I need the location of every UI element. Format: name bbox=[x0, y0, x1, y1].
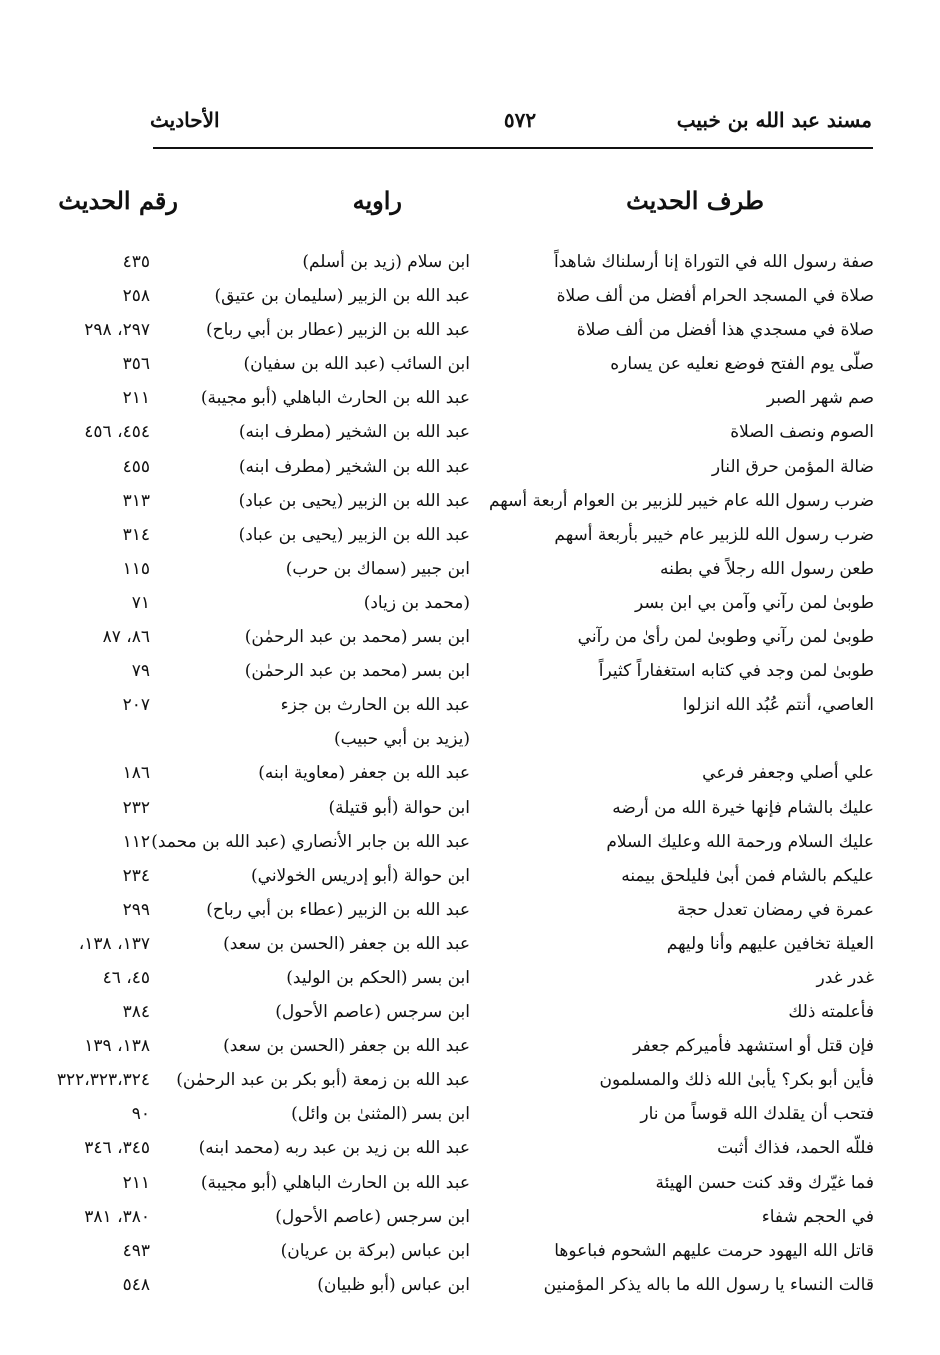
narrator-cell: ابن حوالة (أبو إدريس الخولاني) bbox=[251, 865, 470, 886]
narrator-cell: ابن بسر (محمد بن عبد الرحمٰن) bbox=[244, 627, 470, 648]
number-cell: ٢٩٩ bbox=[122, 899, 150, 920]
table-row bbox=[0, 1270, 940, 1304]
table-row bbox=[0, 929, 940, 963]
narrator-cell: عبد الله بن الزبير (عطاء بن أبي رباح) bbox=[206, 899, 470, 920]
number-cell: ١١٢ bbox=[122, 831, 150, 852]
narrator-cell: ابن عباس (أبو ظبيان) bbox=[317, 1274, 470, 1295]
table-row bbox=[0, 1031, 940, 1065]
number-cell: ٣٢٢،٣٢٣،٣٢٤ bbox=[56, 1070, 150, 1091]
table-row bbox=[0, 1168, 940, 1202]
column-header-number: رقم الحديث bbox=[58, 186, 178, 215]
hadith-cell: علي أصلي وجعفر فرعي bbox=[702, 763, 874, 784]
narrator-cell: ابن عباس (بركة بن عريان) bbox=[280, 1240, 470, 1261]
table-row bbox=[0, 554, 940, 588]
hadith-cell: ضرب رسول الله للزبير عام خيبر بأربعة أسهم bbox=[554, 524, 874, 545]
number-cell: ٤٥، ٤٦ bbox=[102, 967, 150, 988]
number-cell: ٢١١ bbox=[122, 388, 150, 409]
hadith-cell: صلّى يوم الفتح فوضع نعليه عن يساره bbox=[610, 354, 874, 375]
table-row bbox=[0, 1236, 940, 1270]
number-cell: ٨٦، ٨٧ bbox=[102, 627, 150, 648]
number-cell: ٥٤٨ bbox=[122, 1274, 150, 1295]
narrator-cell: عبد الله بن زمعة (أبو بكر بن عبد الرحمٰن) bbox=[176, 1070, 470, 1091]
narrator-cell: ابن بسر (محمد بن عبد الرحمٰن) bbox=[244, 661, 470, 682]
table-row bbox=[0, 315, 940, 349]
hadith-cell: فإن قتل أو استشهد فأميركم جعفر bbox=[633, 1036, 874, 1057]
number-cell: ٣٨٤ bbox=[122, 1002, 150, 1023]
hadith-cell: العاصي، أنتم عُبُد الله انزلوا bbox=[682, 695, 874, 716]
table-row bbox=[0, 1099, 940, 1133]
number-cell: ٢٥٨ bbox=[122, 286, 150, 307]
narrator-cell: عبد الله بن جعفر (الحسن بن سعد) bbox=[223, 933, 470, 954]
hadith-cell: فأعلمته ذلك bbox=[788, 1002, 874, 1023]
number-cell: ١٨٦ bbox=[122, 763, 150, 784]
narrator-cell: عبد الله بن الحارث الباهلي (أبو مجيبة) bbox=[200, 388, 470, 409]
table-row bbox=[0, 895, 940, 929]
table-row bbox=[0, 861, 940, 895]
table-row bbox=[0, 997, 940, 1031]
narrator-cell: ابن سرجس (عاصم الأحول) bbox=[275, 1002, 470, 1023]
table-row bbox=[0, 588, 940, 622]
column-headers bbox=[0, 186, 940, 226]
number-cell: ٢٣٤ bbox=[122, 865, 150, 886]
table-row bbox=[0, 383, 940, 417]
narrator-cell: عبد الله بن الحارث الباهلي (أبو مجيبة) bbox=[200, 1172, 470, 1193]
hadith-cell: العيلة تخافين عليهم وأنا وليهم bbox=[666, 933, 874, 954]
hadith-cell: صفة رسول الله في التوراة إنا أرسلناك شاهداً bbox=[554, 252, 874, 272]
table-row bbox=[0, 486, 940, 520]
narrator-cell: عبد الله بن جعفر (معاوية ابنه) bbox=[258, 763, 470, 784]
narrator-cell: عبد الله بن زيد بن عبد ربه (محمد ابنه) bbox=[198, 1138, 470, 1159]
number-cell: ٤٩٣ bbox=[122, 1240, 150, 1261]
narrator-cell: (يزيد بن أبي حبيب) bbox=[334, 729, 470, 750]
number-cell: ٢٩٧، ٢٩٨ bbox=[84, 320, 150, 341]
table-row bbox=[0, 520, 940, 554]
table-row bbox=[0, 1133, 940, 1167]
table-row bbox=[0, 656, 940, 690]
number-cell: ٧٩ bbox=[131, 661, 150, 682]
narrator-cell: (محمد بن زياد) bbox=[363, 592, 470, 613]
hadith-cell: صلاة في مسجدي هذا أفضل من ألف صلاة bbox=[576, 320, 874, 341]
number-cell: ٢٣٢ bbox=[122, 797, 150, 818]
number-cell: ٢١١ bbox=[122, 1172, 150, 1193]
number-cell: ١٣٧، ١٣٨، bbox=[78, 933, 150, 954]
column-header-narrator: راويه bbox=[352, 186, 402, 215]
narrator-cell: ابن بسر (الحكم بن الوليد) bbox=[286, 967, 470, 988]
narrator-cell: عبد الله بن جعفر (الحسن بن سعد) bbox=[223, 1036, 470, 1057]
table-row bbox=[0, 281, 940, 315]
hadith-cell: عمرة في رمضان تعدل حجة bbox=[677, 899, 874, 920]
hadith-cell: الصوم ونصف الصلاة bbox=[730, 422, 874, 443]
hadith-cell: قالت النساء يا رسول الله ما باله يذكر المؤمنين bbox=[543, 1274, 874, 1295]
narrator-cell: ابن حوالة (أبو قتيلة) bbox=[328, 797, 470, 818]
hadith-cell: طعن رسول الله رجلاً في بطنه bbox=[659, 558, 874, 579]
number-cell: ٣١٣ bbox=[122, 490, 150, 511]
table-row bbox=[0, 963, 940, 997]
header-rule bbox=[153, 147, 873, 149]
hadith-cell: عليك السلام ورحمة الله وعليك السلام bbox=[606, 831, 874, 852]
table-row bbox=[0, 1065, 940, 1099]
hadith-cell: ضرب رسول الله عام خيبر للزبير بن العوام أربعة أسهم bbox=[488, 490, 874, 511]
narrator-cell: ابن بسر (المثنىٰ بن وائل) bbox=[291, 1104, 470, 1125]
hadith-cell: ضالة المؤمن حرق النار bbox=[711, 456, 874, 477]
book-title: مسند عبد الله بن خبيب bbox=[676, 108, 872, 132]
table-row bbox=[0, 622, 940, 656]
number-cell: ٧١ bbox=[131, 592, 150, 613]
column-header-hadith: طرف الحديث bbox=[626, 186, 764, 215]
page-number: ٥٧٢ bbox=[503, 108, 537, 132]
hadith-cell: فما غيّرك وقد كنت حسن الهيئة bbox=[655, 1172, 874, 1193]
table-row bbox=[0, 417, 940, 451]
number-cell: ٢٠٧ bbox=[122, 695, 150, 716]
number-cell: ٤٥٤، ٤٥٦ bbox=[84, 422, 150, 443]
table-row bbox=[0, 690, 940, 724]
narrator-cell: ابن سلام (زيد بن أسلم) bbox=[302, 252, 470, 272]
table-row bbox=[0, 827, 940, 861]
hadith-cell: صلاة في المسجد الحرام أفضل من ألف صلاة bbox=[556, 286, 874, 307]
table-row bbox=[0, 1202, 940, 1236]
narrator-cell: عبد الله بن الزبير (عطار بن أبي رباح) bbox=[206, 320, 470, 341]
narrator-cell: ابن جبير (سماك بن حرب) bbox=[285, 558, 470, 579]
hadith-cell: عليك بالشام فإنها خيرة الله من أرضه bbox=[612, 797, 874, 818]
table-row bbox=[0, 758, 940, 792]
hadith-cell: في الحجم شفاء bbox=[761, 1206, 874, 1227]
number-cell: ٩٠ bbox=[131, 1104, 150, 1125]
hadith-cell: صم شهر الصبر bbox=[766, 388, 874, 409]
hadith-cell: عليكم بالشام فمن أبىٰ فليلحق بيمنه bbox=[621, 865, 874, 886]
section-title: الأحاديث bbox=[150, 108, 220, 132]
number-cell: ١٣٨، ١٣٩ bbox=[84, 1036, 150, 1057]
hadith-cell: طوبىٰ لمن وجد في كتابه استغفاراً كثيراً bbox=[598, 661, 874, 682]
narrator-cell: ابن السائب (عبد الله بن سفيان) bbox=[243, 354, 470, 375]
narrator-cell: عبد الله بن الشخير (مطرف ابنه) bbox=[238, 422, 470, 443]
table-row bbox=[0, 349, 940, 383]
running-head bbox=[150, 108, 872, 142]
hadith-cell: غدر غدر bbox=[816, 967, 874, 988]
hadith-cell: فللّه الحمد، فذاك أثبت bbox=[717, 1138, 874, 1159]
number-cell: ١١٥ bbox=[122, 558, 150, 579]
number-cell: ٤٣٥ bbox=[122, 252, 150, 272]
number-cell: ٣٨٠، ٣٨١ bbox=[84, 1206, 150, 1227]
hadith-cell: طوبىٰ لمن رآني وآمن بي ابن بسر bbox=[635, 592, 874, 613]
hadith-cell: قاتل الله اليهود حرمت عليهم الشحوم فباعوها bbox=[554, 1240, 874, 1261]
hadith-cell: فتحب أن يقلدك الله قوساً من نار bbox=[640, 1104, 874, 1125]
hadith-cell: طوبىٰ لمن رآني وطوبىٰ لمن رأىٰ من رآني bbox=[577, 627, 874, 648]
narrator-cell: عبد الله بن الزبير (يحيى بن عباد) bbox=[238, 524, 470, 545]
table-row bbox=[0, 793, 940, 827]
narrator-cell: عبد الله بن جابر الأنصاري (عبد الله بن محمد) bbox=[151, 831, 470, 852]
narrator-cell: عبد الله بن الشخير (مطرف ابنه) bbox=[238, 456, 470, 477]
narrator-cell: ابن سرجس (عاصم الأحول) bbox=[275, 1206, 470, 1227]
narrator-cell: عبد الله بن الزبير (سليمان بن عتيق) bbox=[214, 286, 470, 307]
narrator-cell: عبد الله بن الزبير (يحيى بن عباد) bbox=[238, 490, 470, 511]
table-row bbox=[0, 452, 940, 486]
number-cell: ٣٥٦ bbox=[122, 354, 150, 375]
number-cell: ٣١٤ bbox=[122, 524, 150, 545]
table-row bbox=[0, 247, 940, 281]
number-cell: ٤٥٥ bbox=[122, 456, 150, 477]
hadith-cell: فأين أبو بكر؟ يأبىٰ الله ذلك والمسلمون bbox=[599, 1070, 874, 1091]
index-table bbox=[0, 247, 940, 1304]
table-row bbox=[0, 724, 940, 758]
narrator-cell: عبد الله بن الحارث بن جزء bbox=[280, 695, 470, 716]
number-cell: ٣٤٥، ٣٤٦ bbox=[84, 1138, 150, 1159]
